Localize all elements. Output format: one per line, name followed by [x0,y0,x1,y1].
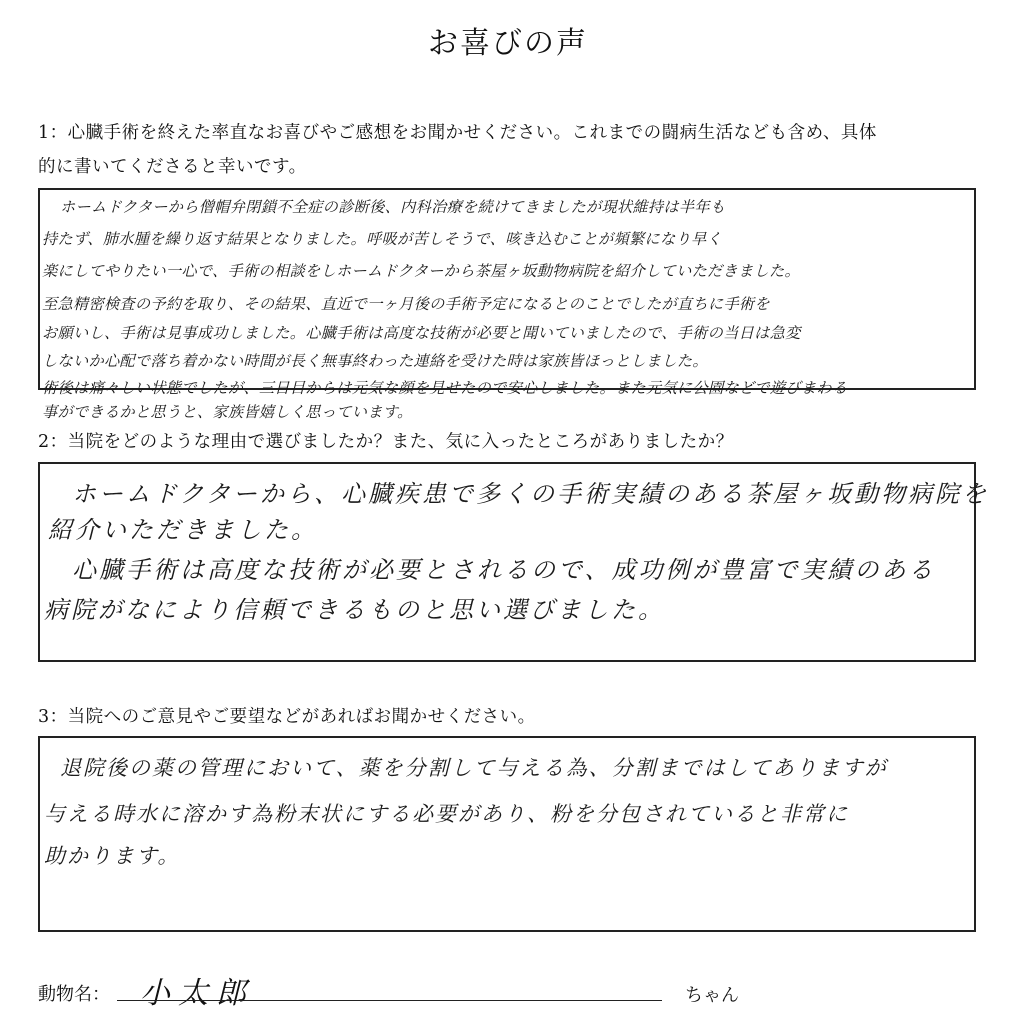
pet-name-value: 小太郎 [140,976,254,1011]
answer-3-line: 与える時水に溶かす為粉末状にする必要があり、粉を分包されていると非常に [44,802,849,826]
answer-3-line: 退院後の薬の管理において、薬を分割して与える為、分割まではしてありますが [60,756,888,780]
answer-2-line: 病院がなにより信頼できるものと思い選びました。 [44,596,665,624]
question-1-line-2: 的に書いてくださると幸いです。 [38,157,307,177]
answer-1-line: 至急精密検査の予約を取り、その結果、直近で一ヶ月後の手術予定になるとのことでしたが直ちに手術を [42,295,770,313]
answer-1-line: ホームドクターから僧帽弁閉鎖不全症の診断後、内科治療を続けてきましたが現状維持は半年も [60,198,726,216]
answer-2-line: 心臓手術は高度な技術が必要とされるので、成功例が豊富で実績のある [72,556,936,584]
pet-name-suffix: ちゃん [685,985,739,1005]
answer-2-line: 紹介いただきました。 [48,516,318,544]
question-3 [38,700,978,734]
pet-name-underline [117,1000,662,1001]
answer-1-line: 事ができるかと思うと、家族皆嬉しく思っています。 [42,403,413,421]
answer-3-line: 助かります。 [44,844,181,868]
question-1 [38,116,978,184]
question-2-line-1: 2：当院をどのような理由で選びましたか？また、気に入ったところがありましたか？ [38,432,734,452]
page-title: お喜びの声 [428,26,588,61]
question-3-line-1: 3：当院へのご意見やご要望などがあればお聞かせください。 [38,707,536,727]
answer-1-line: 術後は痛々しい状態でしたが、三日目からは元気な顔を見せたので安心しました。また元気に公園などで遊びまわる [42,379,848,397]
question-2 [38,425,978,459]
answer-1-line: 楽にしてやりたい一心で、手術の相談をしホームドクターから茶屋ヶ坂動物病院を紹介していただきました。 [42,262,800,280]
answer-1-line: お願いし、手術は見事成功しました。心臓手術は高度な技術が必要と聞いていましたので、手術の当日は急変 [42,324,801,342]
answer-1-line: しないか心配で落ち着かない時間が長く無事終わった連絡を受けた時は家族皆ほっとしました。 [42,352,708,370]
pet-name-label: 動物名： [38,984,110,1004]
answer-2-line: ホームドクターから、心臓疾患で多くの手術実績のある茶屋ヶ坂動物病院を [72,480,990,508]
answer-1-line: 持たず、肺水腫を繰り返す結果となりました。呼吸が苦しそうで、咳き込むことが頻繁になり早く [42,230,722,248]
question-1-line-1: 1：心臓手術を終えた率直なお喜びやご感想をお聞かせください。これまでの闘病生活なども含め、具体 [38,123,877,143]
